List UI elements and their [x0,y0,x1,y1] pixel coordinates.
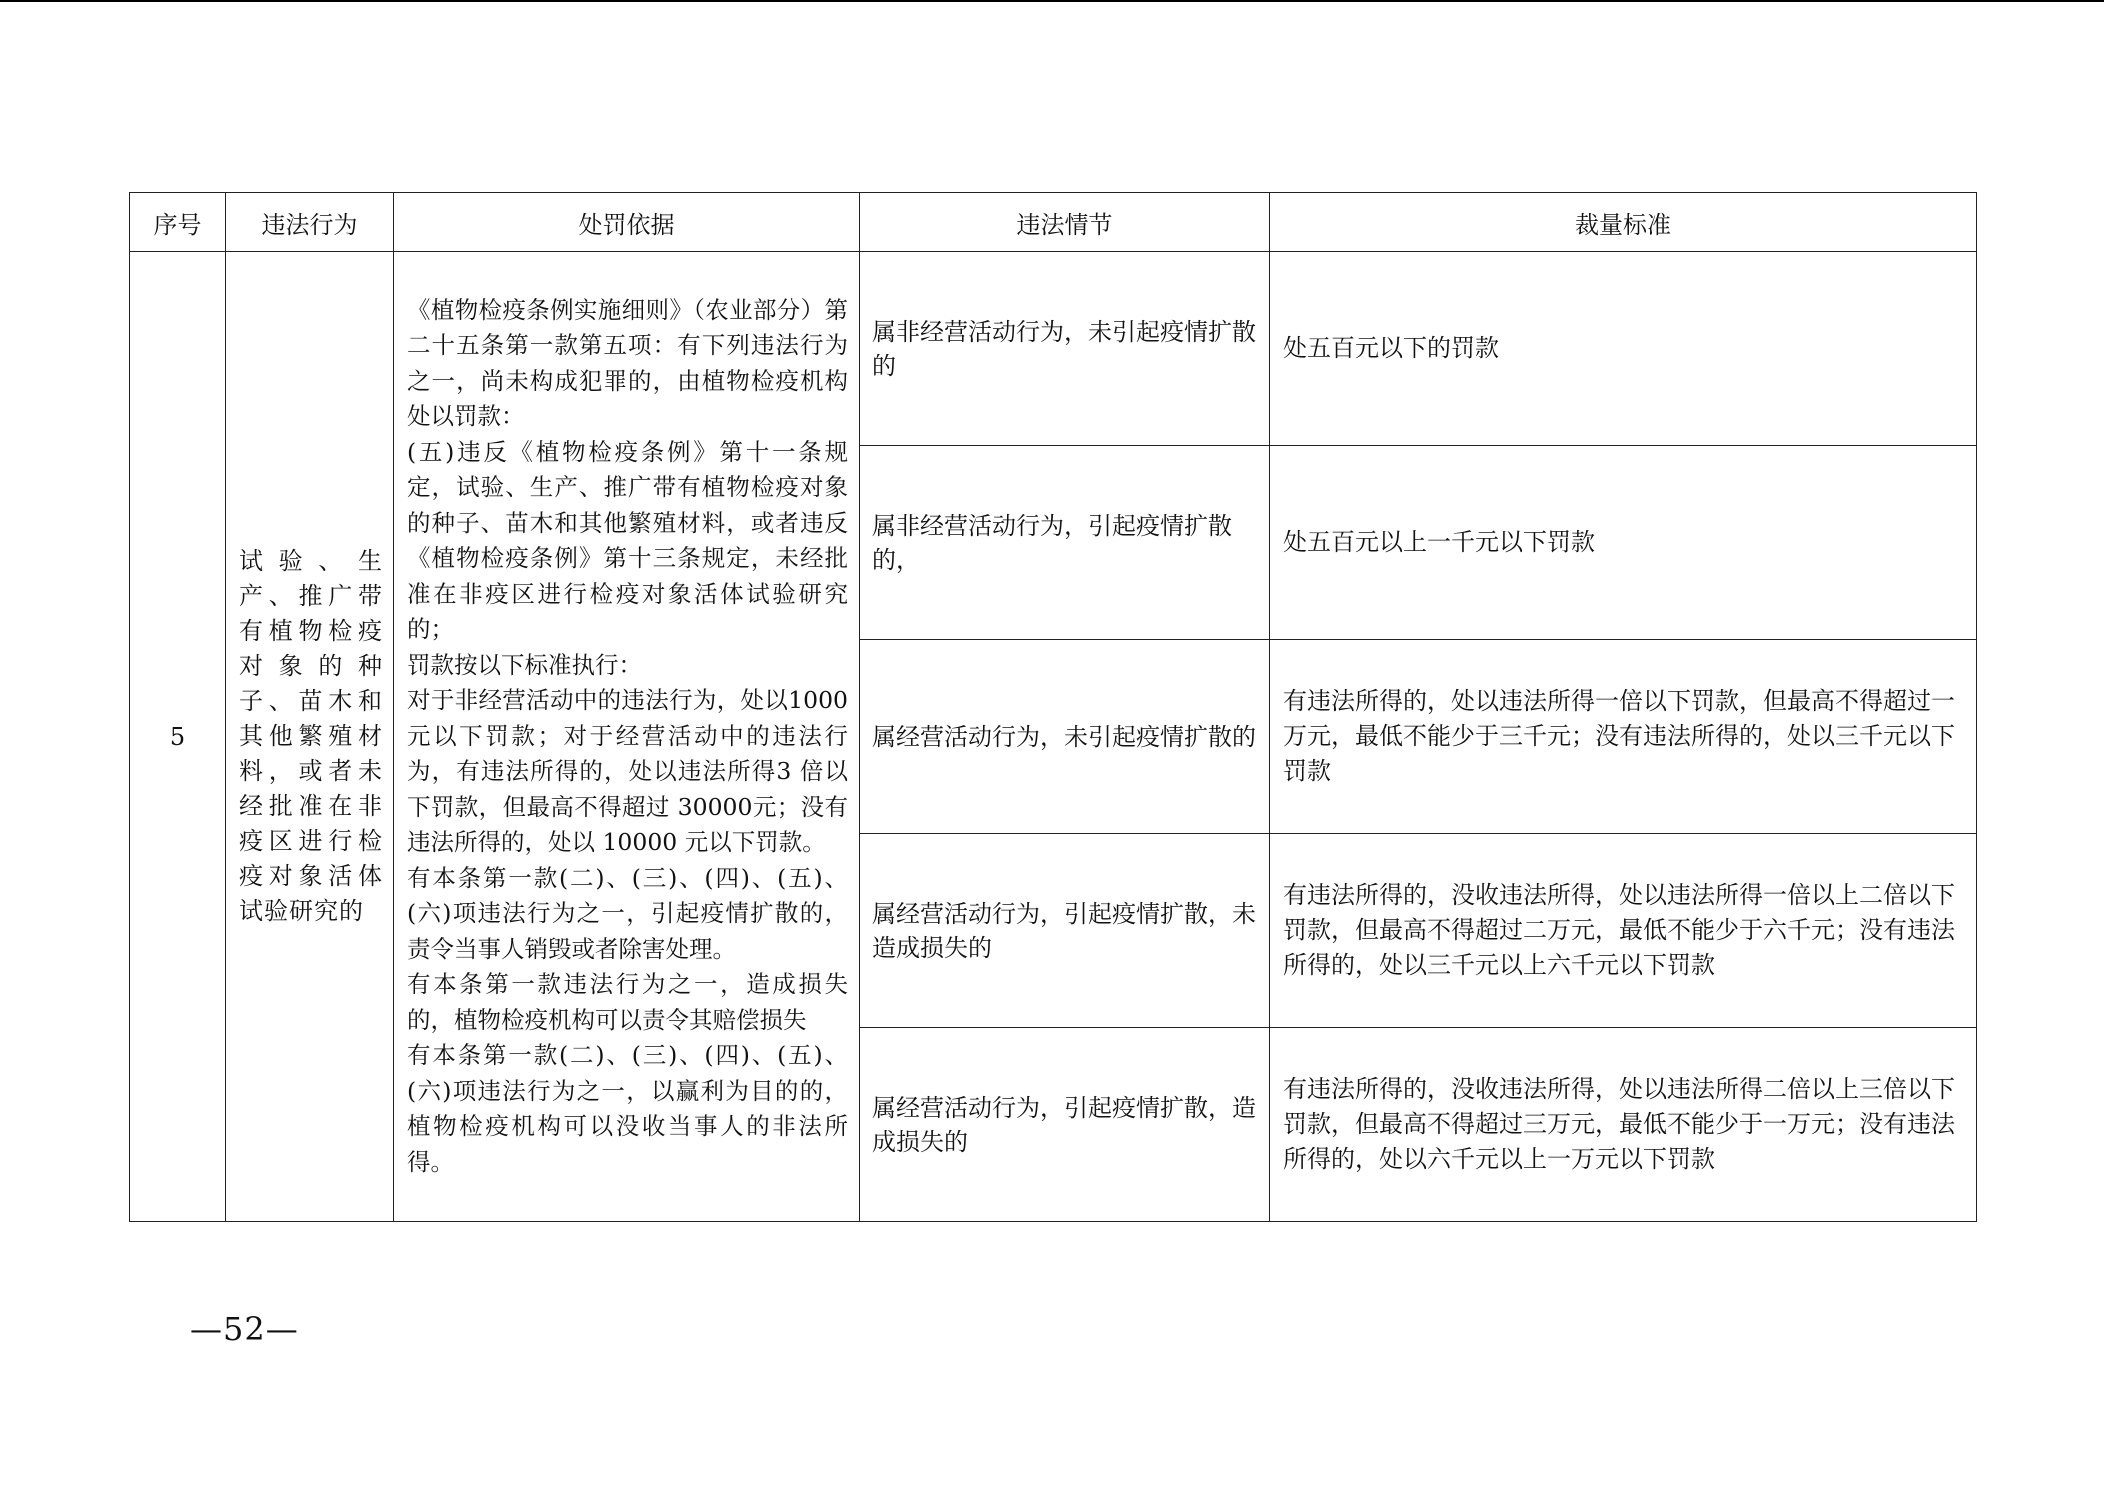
tier-circumstance: 属经营活动行为，引起疫情扩散，未造成损失的 [860,834,1270,1028]
tier-standard: 处五百元以上一千元以下罚款 [1270,446,1977,640]
row-seq-number: 5 [130,252,226,1222]
basis-paragraph: 罚款按以下标准执行： [407,650,642,679]
top-border-line [0,0,2104,2]
basis-paragraph: 有本条第一款(二)、(三)、(四)、(五)、(六)项违法行为之一，以赢利为目的的，植物检疫机构可以没收当事人的非法所得。 [407,1041,848,1176]
basis-paragraph: 《植物检疫条例实施细则》（农业部分）第二十五条第一款第五项：有下列违法行为之一，尚未构成犯罪的，由植物检疫机构处以罚款： [407,295,848,431]
tier-standard: 有违法所得的，处以违法所得一倍以下罚款，但最高不得超过一万元，最低不能少于三千元；没有违法所得的，处以三千元以下罚款 [1270,640,1977,834]
header-penalty-basis: 处罚依据 [394,193,860,252]
basis-paragraph: 有本条第一款(二)、(三)、(四)、(五)、(六)项违法行为之一，引起疫情扩散的，责令当事人销毁或者除害处理。 [407,863,848,963]
tier-standard: 处五百元以下的罚款 [1270,252,1977,446]
tier-standard: 有违法所得的，没收违法所得，处以违法所得二倍以上三倍以下罚款，但最高不得超过三万元，最低不能少于一万元；没有违法所得的，处以六千元以上一万元以下罚款 [1270,1028,1977,1222]
row-illegal-act: 试验、生产、推广带有植物检疫对象的种子、苗木和其他繁殖材料，或者未经批准在非疫区进行检疫对象活体试验研究的 [226,252,394,1222]
basis-paragraph: 有本条第一款违法行为之一，造成损失的，植物检疫机构可以责令其赔偿损失 [407,970,848,1034]
penalty-discretion-table [129,192,1977,1222]
header-seq: 序号 [130,193,226,252]
table-header-row [130,193,1977,252]
tier-circumstance: 属经营活动行为，未引起疫情扩散的 [860,640,1270,834]
table-row [130,252,1977,446]
header-illegal-act: 违法行为 [226,193,394,252]
header-discretion-standard: 裁量标准 [1270,193,1977,252]
tier-circumstance: 属经营活动行为，引起疫情扩散，造成损失的 [860,1028,1270,1222]
basis-paragraph: 对于非经营活动中的违法行为，处以1000 元以下罚款；对于经营活动中的违法行为，有违法所得的，处以违法所得3 倍以下罚款，但最高不得超过 30000元；没有违法所得的，处以 10000 元以下罚款。 [407,686,848,857]
header-circumstance: 违法情节 [860,193,1270,252]
tier-standard: 有违法所得的，没收违法所得，处以违法所得一倍以上二倍以下罚款，但最高不得超过二万元，最低不能少于六千元；没有违法所得的，处以三千元以上六千元以下罚款 [1270,834,1977,1028]
tier-circumstance: 属非经营活动行为，未引起疫情扩散的 [860,252,1270,446]
page-number: —52— [190,1310,299,1348]
row-penalty-basis [394,252,860,1222]
basis-paragraph: (五)违反《植物检疫条例》第十一条规定，试验、生产、推广带有植物检疫对象的种子、苗木和其他繁殖材料，或者违反《植物检疫条例》第十三条规定，未经批准在非疫区进行检疫对象活体试验研究的； [407,437,848,644]
tier-circumstance: 属非经营活动行为，引起疫情扩散的， [860,446,1270,640]
